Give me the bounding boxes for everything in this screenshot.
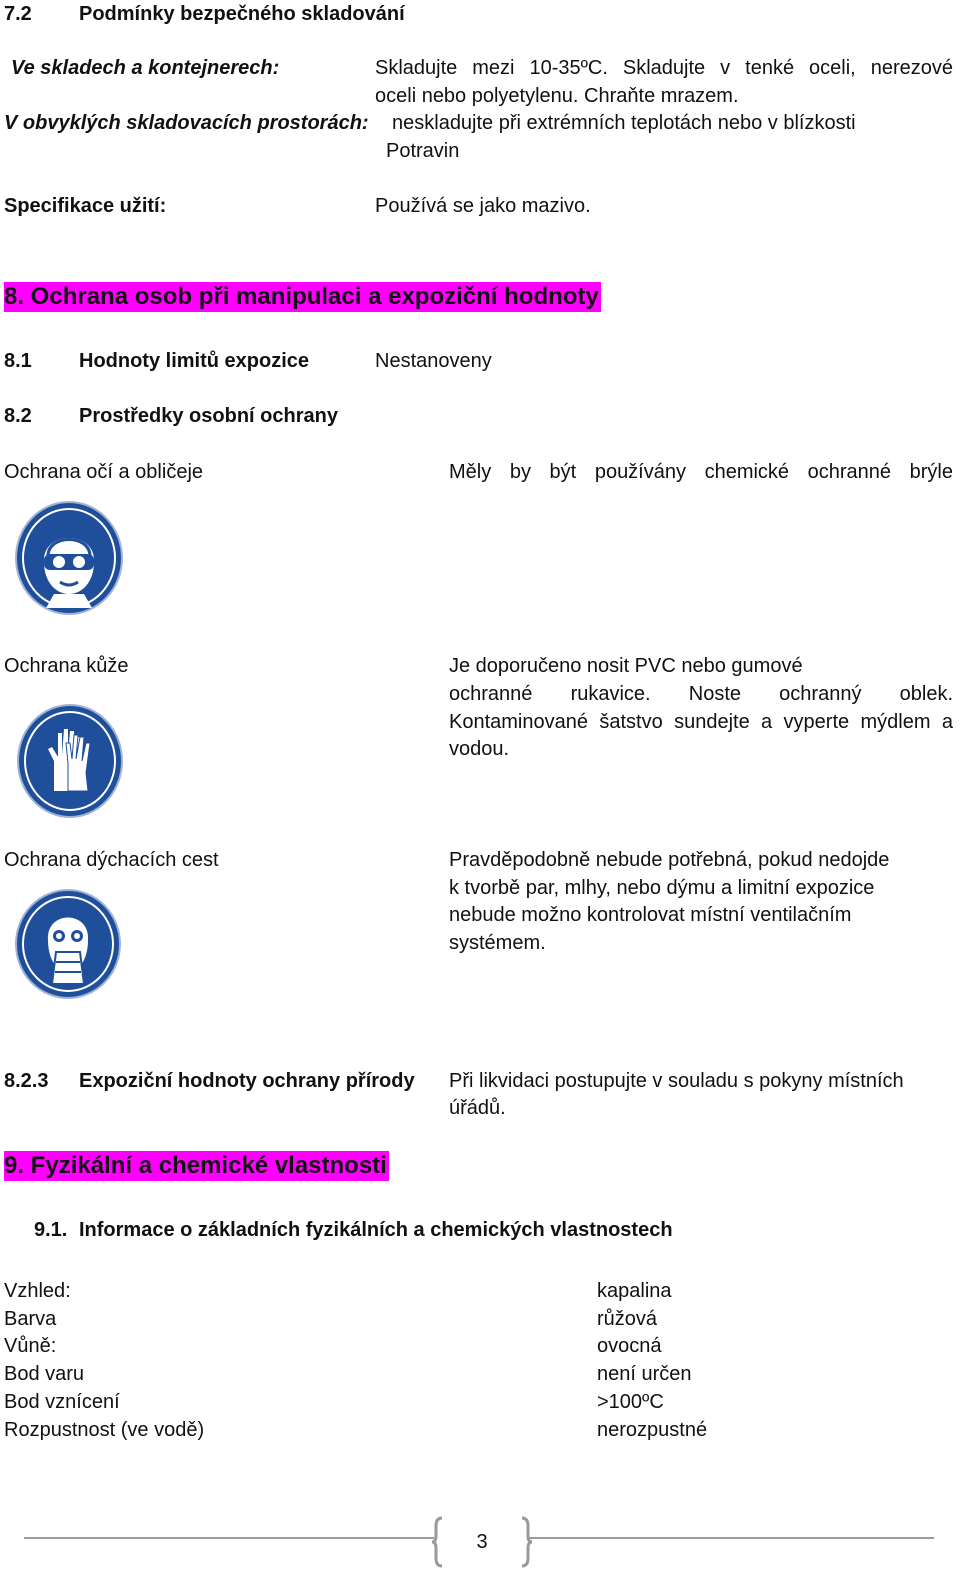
section-8-2-title: Prostředky osobní ochrany: [79, 405, 338, 427]
respiratory-protection-line1: Pravděpodobně nebude potřebná, pokud nedojde: [449, 849, 890, 871]
eye-protection-label: Ochrana očí a obličeje: [4, 461, 204, 483]
property-label: Bod varu: [4, 1363, 85, 1385]
section-8-2-3-number: 8.2.3: [4, 1070, 49, 1092]
property-label: Barva: [4, 1308, 57, 1330]
respiratory-protection-line2: k tvorbě par, mlhy, nebo dýmu a limitní expozice: [449, 877, 875, 899]
usual-storage-line2: Potravin: [386, 140, 460, 162]
containers-text-line2: oceli nebo polyetylenu. Chraňte mrazem.: [375, 85, 739, 107]
section-9-1-number: 9.1.: [34, 1219, 68, 1241]
property-value: nerozpustné: [597, 1419, 708, 1441]
section-8-2-3-title: Expoziční hodnoty ochrany přírody: [79, 1070, 415, 1092]
section-9-heading: 9. Fyzikální a chemické vlastnosti: [4, 1152, 387, 1179]
environmental-text-line1: Při likvidaci postupujte v souladu s pokyny místních: [449, 1070, 904, 1092]
environmental-text-line2: úřádů.: [449, 1097, 506, 1119]
property-label: Rozpustnost (ve vodě): [4, 1419, 205, 1441]
section-8-1-title: Hodnoty limitů expozice: [79, 350, 310, 372]
footer-rule-left: [24, 1537, 434, 1539]
usage-spec-value: Používá se jako mazivo.: [375, 195, 591, 217]
usual-storage-line1: neskladujte při extrémních teplotách nebo v blízkosti: [392, 112, 856, 134]
respiratory-protection-line3: nebude možno kontrolovat místní ventilačním: [449, 904, 852, 926]
containers-label: Ve skladech a kontejnerech:: [11, 57, 280, 79]
respirator-mask-icon: [14, 888, 124, 1004]
skin-protection-line1: Je doporučeno nosit PVC nebo gumové: [449, 655, 803, 677]
respiratory-protection-label: Ochrana dýchacích cest: [4, 849, 219, 871]
eye-protection-text: Měly by být používány chemické ochranné brýle: [449, 461, 953, 483]
property-value: >100ºC: [597, 1391, 664, 1413]
property-label: Vzhled:: [4, 1280, 71, 1302]
property-label: Bod vznícení: [4, 1391, 120, 1413]
section-8-1-value: Nestanoveny: [375, 350, 492, 372]
property-value: není určen: [597, 1363, 692, 1385]
section-8-2-number: 8.2: [4, 405, 32, 427]
skin-protection-line4: vodou.: [449, 738, 510, 760]
page-number: 3: [476, 1531, 488, 1553]
section-9-1-title: Informace o základních fyzikálních a chemických vlastnostech: [79, 1219, 673, 1241]
usual-storage-label: V obvyklých skladovacích prostorách:: [4, 112, 369, 134]
property-value: růžová: [597, 1308, 658, 1330]
section-7-2-title: Podmínky bezpečného skladování: [79, 3, 405, 25]
property-label: Vůně:: [4, 1335, 57, 1357]
usage-spec-label: Specifikace užití:: [4, 195, 167, 217]
skin-protection-line3: Kontaminované šatstvo sundejte a vyperte mýdlem a: [449, 711, 953, 733]
protective-gloves-icon: [16, 703, 126, 819]
section-8-heading: 8. Ochrana osob při manipulaci a expoziční hodnoty: [4, 283, 599, 310]
skin-protection-label: Ochrana kůže: [4, 655, 129, 677]
safety-goggles-icon: [14, 500, 124, 616]
footer-rule-right: [527, 1537, 934, 1539]
containers-text-line1: Skladujte mezi 10-35ºC. Skladujte v tenké oceli, nerezové: [375, 57, 953, 79]
section-7-2-number: 7.2: [4, 3, 32, 25]
respiratory-protection-line4: systémem.: [449, 932, 546, 954]
skin-protection-line2: ochranné rukavice. Noste ochranný oblek.: [449, 683, 953, 705]
property-value: ovocná: [597, 1335, 662, 1357]
property-value: kapalina: [597, 1280, 672, 1302]
section-8-1-number: 8.1: [4, 350, 32, 372]
